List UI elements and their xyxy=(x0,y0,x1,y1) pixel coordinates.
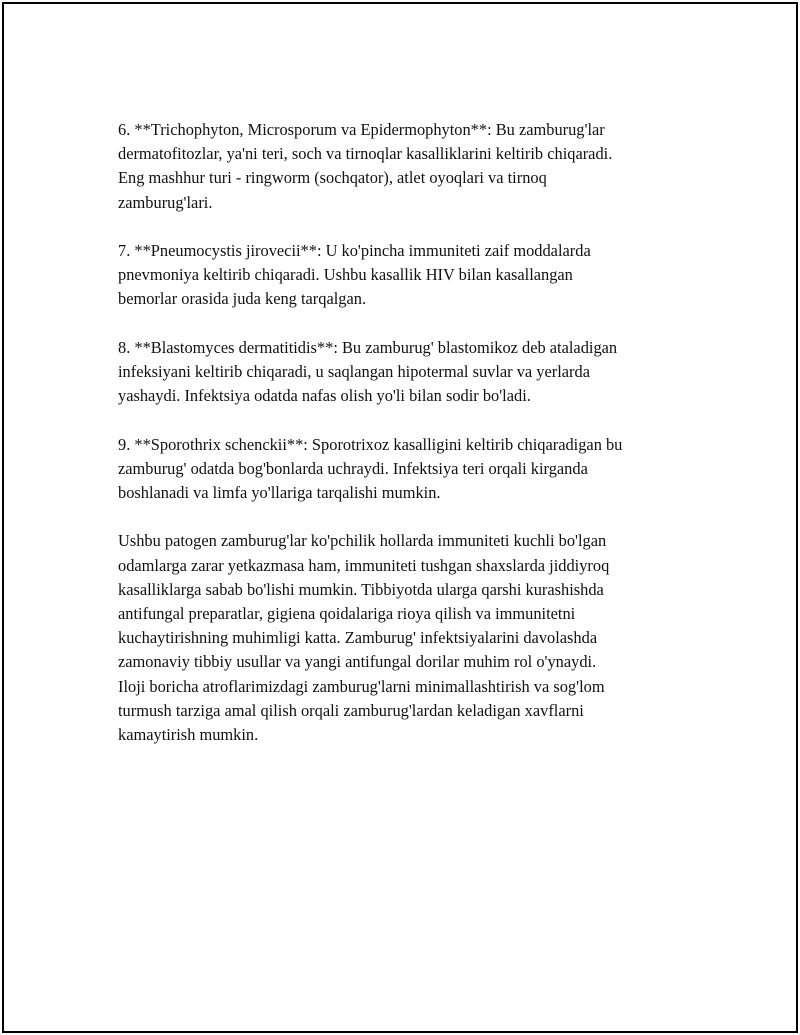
list-item-blastomyces: 8. **Blastomyces dermatitidis**: Bu zamburug' blastomikoz deb ataladigan infeksiyani keltirib chiqaradi, u saqlangan hipotermal suvlar va yerlarda yashaydi. Infektsiya odatda nafas olish yo'li bilan sodir bo'ladi. xyxy=(118,337,618,406)
list-item-trichophyton: 6. **Trichophyton, Microsporum va Epidermophyton**: Bu zamburug'lar dermatofitozlar, ya'ni teri, soch va tirnoqlar kasalliklarini keltirib chiqaradi. Eng mashhur turi - ringworm (sochqator), atlet oyoqlari va tirnoq zamburug'lari. xyxy=(118,120,613,212)
list-item-pneumocystis: 7. **Pneumocystis jirovecii**: U ko'pincha immuniteti zaif moddalarda pnevmoniya keltirib chiqaradi. Ushbu kasallik HIV bilan kasallangan bemorlar orasida juda keng tarqalgan. xyxy=(118,241,591,309)
document-body xyxy=(118,118,708,771)
conclusion-paragraph: Ushbu patogen zamburug'lar ko'pchilik hollarda immuniteti kuchli bo'lgan odamlarga zarar yetkazmasa ham, immuniteti tushgan shaxslarda jiddiyroq kasalliklarga sabab bo'lishi mumkin. Tibbiyotda ularga qarshi kurashishda antifungal preparatlar, gigiena qoidalariga rioya qilish va immunitetni kuchaytirishning muhimligi katta. Zamburug' infektsiyalarini davolashda zamonaviy tibbiy usullar va yangi antifungal dorilar muhim rol o'ynaydi. Iloji boricha atroflarimizdagi zamburug'larni minimallashtirish va sog'lom turmush tarziga amal qilish orqali zamburug'lardan keladigan xavflarni kamaytirish mumkin. xyxy=(118,531,610,745)
list-item-sporothrix: 9. **Sporothrix schenckii**: Sporotrixoz kasalligini keltirib chiqaradigan bu zamburug' odatda bog'bonlarda uchraydi. Infektsiya teri orqali kirganda boshlanadi va limfa yo'llariga tarqalishi mumkin. xyxy=(118,434,623,502)
